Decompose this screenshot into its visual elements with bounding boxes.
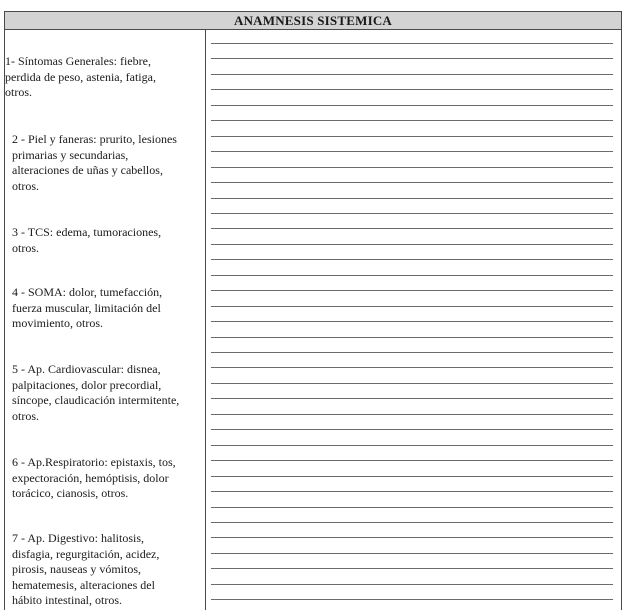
writing-line[interactable] xyxy=(211,43,613,44)
section-line: palpitaciones, dolor precordial, xyxy=(12,377,162,392)
section-line: fuerza muscular, limitación del xyxy=(12,300,161,315)
writing-line[interactable] xyxy=(211,275,613,276)
writing-line[interactable] xyxy=(211,151,613,152)
writing-line[interactable] xyxy=(211,136,613,137)
section-line: hematemesis, alteraciones del xyxy=(12,577,155,592)
writing-line[interactable] xyxy=(211,290,613,291)
writing-line[interactable] xyxy=(211,460,613,461)
writing-line[interactable] xyxy=(211,74,613,75)
writing-line[interactable] xyxy=(211,367,613,368)
writing-line[interactable] xyxy=(211,213,613,214)
section-line: otros. xyxy=(12,178,39,193)
writing-line[interactable] xyxy=(211,568,613,569)
section-line: síncope, claudicación intermitente, xyxy=(12,393,180,408)
writing-line[interactable] xyxy=(211,182,613,183)
writing-line[interactable] xyxy=(211,476,613,477)
section-line: otros. xyxy=(12,408,39,423)
writing-line[interactable] xyxy=(211,522,613,523)
writing-line[interactable] xyxy=(211,321,613,322)
writing-line[interactable] xyxy=(211,58,613,59)
section-piel-faneras xyxy=(5,132,201,194)
writing-line[interactable] xyxy=(211,553,613,554)
section-line: otros. xyxy=(12,240,39,255)
section-line: 3 - TCS: edema, tumoraciones, xyxy=(12,225,162,239)
section-cardiovascular xyxy=(5,362,201,424)
writing-line[interactable] xyxy=(211,398,613,399)
writing-line[interactable] xyxy=(211,306,613,307)
writing-line[interactable] xyxy=(211,445,613,446)
writing-line[interactable] xyxy=(211,259,613,260)
section-soma xyxy=(5,285,201,332)
section-line: pirosis, nauseas y vómitos, xyxy=(12,562,141,577)
writing-line[interactable] xyxy=(211,584,613,585)
section-respiratorio xyxy=(5,455,201,502)
section-line: hábito intestinal, otros. xyxy=(12,593,122,608)
writing-line[interactable] xyxy=(211,228,613,229)
writing-line[interactable] xyxy=(211,337,613,338)
section-line: primarias y secundarias, xyxy=(12,147,129,162)
writing-line[interactable] xyxy=(211,120,613,121)
section-line: torácico, cianosis, otros. xyxy=(12,486,129,501)
writing-line[interactable] xyxy=(211,352,613,353)
section-tcs xyxy=(5,225,201,256)
writing-line[interactable] xyxy=(211,167,613,168)
writing-line[interactable] xyxy=(211,198,613,199)
section-line: otros. xyxy=(5,85,32,100)
writing-line[interactable] xyxy=(211,244,613,245)
answer-area[interactable] xyxy=(206,30,622,610)
writing-line[interactable] xyxy=(211,507,613,508)
section-sintomas-generales xyxy=(5,54,201,101)
writing-line[interactable] xyxy=(211,491,613,492)
section-line: 4 - SOMA: dolor, tumefacción, xyxy=(12,285,163,299)
writing-line[interactable] xyxy=(211,599,613,600)
section-line: 6 - Ap.Respiratorio: epistaxis, tos, xyxy=(12,455,176,469)
section-line: 7 - Ap. Digestivo: halitosis, xyxy=(12,531,144,545)
section-line: perdida de peso, astenia, fatiga, xyxy=(5,69,156,84)
writing-line[interactable] xyxy=(211,537,613,538)
section-line: disfagia, regurgitación, acidez, xyxy=(12,546,160,561)
symptom-list xyxy=(5,30,205,610)
writing-line[interactable] xyxy=(211,105,613,106)
section-line: movimiento, otros. xyxy=(12,316,103,331)
writing-line[interactable] xyxy=(211,89,613,90)
writing-line[interactable] xyxy=(211,414,613,415)
section-line: 2 - Piel y faneras: prurito, lesiones xyxy=(12,132,177,146)
section-line: 1- Síntomas Generales: fiebre, xyxy=(5,54,151,68)
section-line: alteraciones de uñas y cabellos, xyxy=(12,163,163,178)
anamnesis-form xyxy=(4,11,622,610)
writing-line[interactable] xyxy=(211,383,613,384)
section-line: expectoración, hemóptisis, dolor xyxy=(12,470,169,485)
form-title: ANAMNESIS SISTEMICA xyxy=(5,12,621,30)
section-line: 5 - Ap. Cardiovascular: disnea, xyxy=(12,362,161,376)
writing-line[interactable] xyxy=(211,429,613,430)
section-digestivo xyxy=(5,531,201,609)
